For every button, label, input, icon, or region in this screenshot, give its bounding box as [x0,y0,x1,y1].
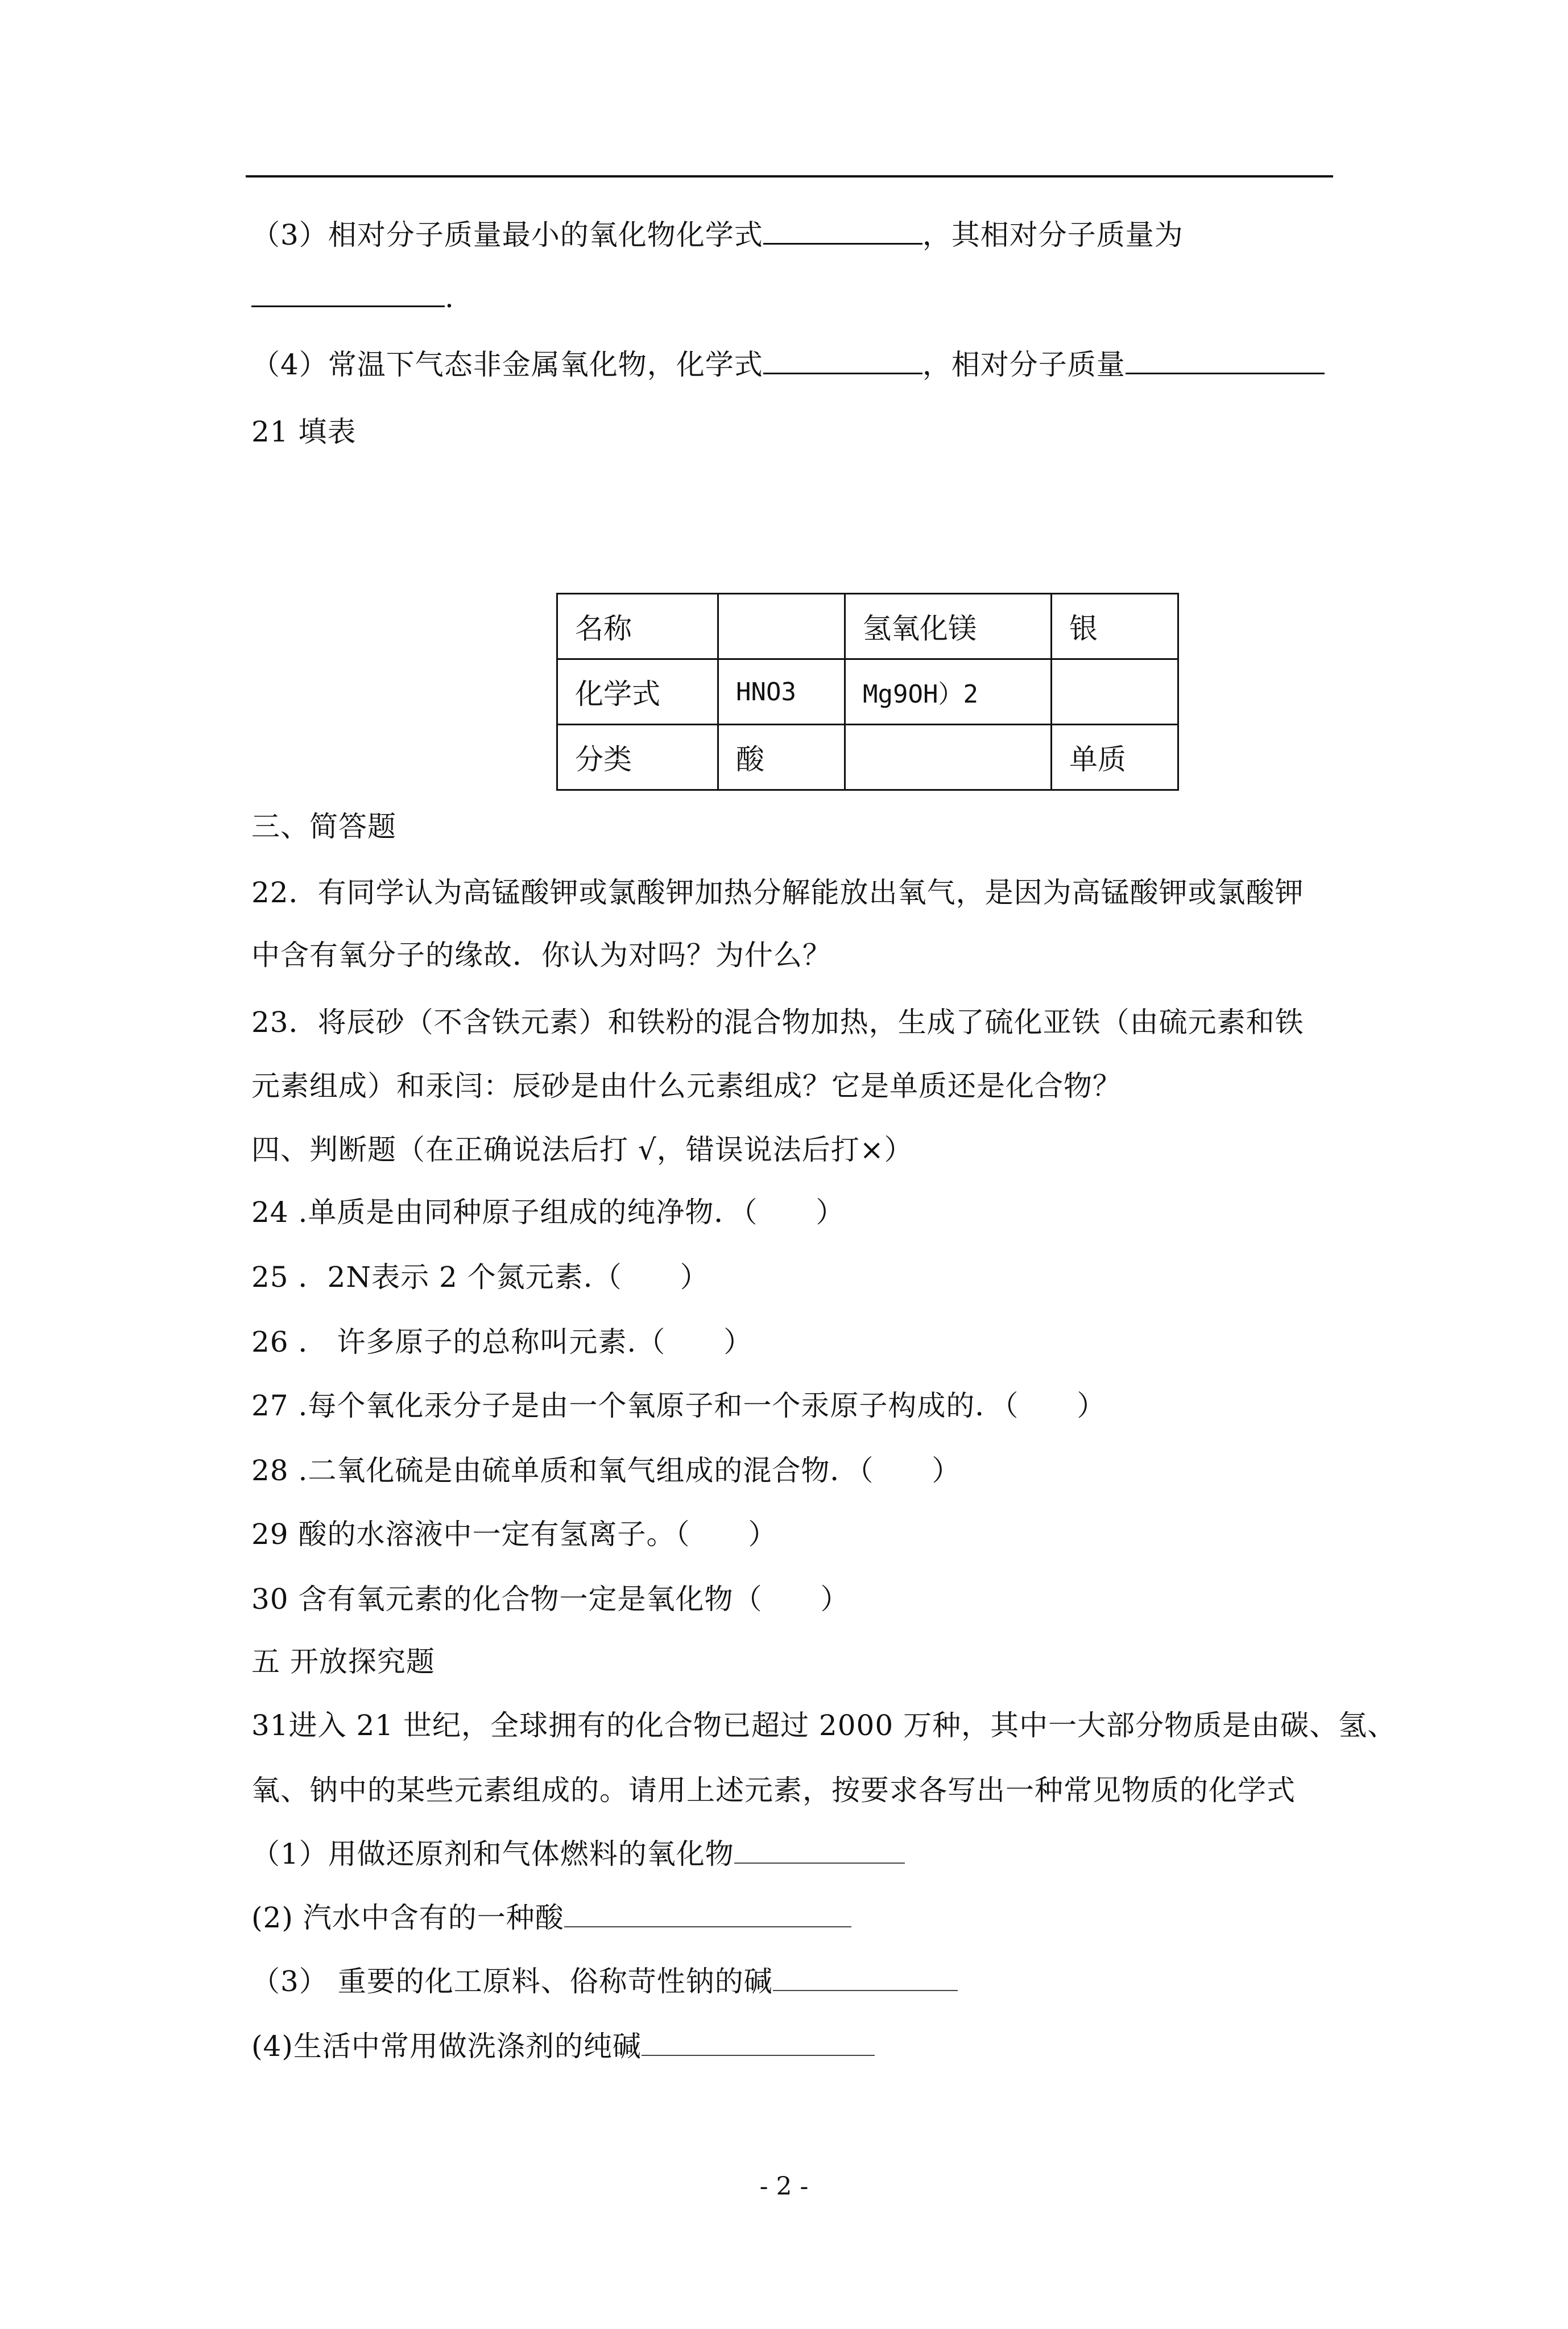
judge-item-26: 26 ． 许多原子的总称叫元素.（ ） [251,1325,753,1358]
table-cell: 氢氧化镁 [845,594,1052,659]
judge-item-28: 28 .二氧化硫是由硫单质和氧气组成的混合物．（ ） [251,1454,961,1487]
q20-item3: （3）相对分子质量最小的氧化物化学式 ，其相对分子质量为 [251,216,1184,254]
q22-line1: 22．有同学认为高锰酸钾或氯酸钾加热分解能放出氧气，是因为高锰酸钾或氯酸钾 [251,876,1304,909]
q22-line2: 中含有氧分子的缘故．你认为对吗？为什么？ [251,939,831,972]
table-cell: 化学式 [557,659,718,725]
table-cell[interactable] [845,725,1052,790]
answer-blank[interactable] [642,2029,875,2056]
q31-line2: 氧、钠中的某些元素组成的。请用上述元素，按要求各写出一种常见物质的化学式 [251,1774,1296,1807]
judge-item-25: 25 ．2N表示 2 个氮元素.（ ） [251,1261,709,1294]
judge-item-27: 27 .每个氧化汞分子是由一个氧原子和一个汞原子构成的．（ ） [251,1389,1106,1422]
table-cell: 分类 [557,725,718,790]
section4-heading: 四、判断题（在正确说法后打 √，错误说法后打×） [251,1133,913,1166]
answer-blank[interactable] [773,1964,958,1991]
table-cell: 银 [1052,594,1178,659]
answer-blank[interactable] [763,217,922,245]
answer-blank[interactable] [251,279,445,307]
judge-item-24: 24 .单质是由同种原子组成的纯净物．（ ） [251,1196,845,1229]
answer-blank[interactable] [1126,346,1325,374]
table-cell[interactable] [718,594,845,659]
table-cell[interactable] [1052,659,1178,725]
answer-blank[interactable] [763,346,922,374]
judge-item-30: 30 含有氧元素的化合物一定是氧化物（ ） [251,1583,850,1616]
table-row [557,659,1178,725]
table-cell: 名称 [557,594,718,659]
q31-sub4: (4)生活中常用做洗涤剂的纯碱 [251,2027,875,2065]
q21-title: 21 填表 [251,415,357,448]
table-cell: 酸 [718,725,845,790]
q23-line1: 23．将辰砂（不含铁元素）和铁粉的混合物加热，生成了硫化亚铁（由硫元素和铁 [251,1006,1304,1039]
section3-heading: 三、简答题 [251,810,396,843]
table-cell: HNO3 [718,659,845,725]
answer-blank[interactable] [734,1836,905,1864]
fill-table [556,593,1179,791]
q31-line1: 31进入 21 世纪，全球拥有的化合物已超过 2000 万种，其中一大部分物质是由碳、氢、 [251,1709,1397,1742]
q31-sub3: （3） 重要的化工原料、俗称苛性钠的碱 [251,1963,958,2000]
answer-blank[interactable] [564,1900,851,1927]
q20-item3-cont: . [251,279,454,316]
table-cell: Mg9OH）2 [845,659,1052,725]
table-row [557,594,1178,659]
table-cell: 单质 [1052,725,1178,790]
page-number: - 2 - [759,2172,809,2201]
section5-heading: 五 开放探究题 [251,1645,435,1678]
q31-sub1: （1）用做还原剂和气体燃料的氧化物 [251,1835,905,1873]
judge-item-29: 29 酸的水溶液中一定有氢离子。（ ） [251,1518,777,1551]
table-row [557,725,1178,790]
q20-item4: （4）常温下气态非金属氧化物，化学式 ，相对分子质量 [251,346,1325,383]
q31-sub2: (2) 汽水中含有的一种酸 [251,1899,851,1936]
q23-line2: 元素组成）和汞闫：辰砂是由什么元素组成？它是单质还是化合物？ [251,1069,1122,1102]
header-rule [246,175,1333,177]
